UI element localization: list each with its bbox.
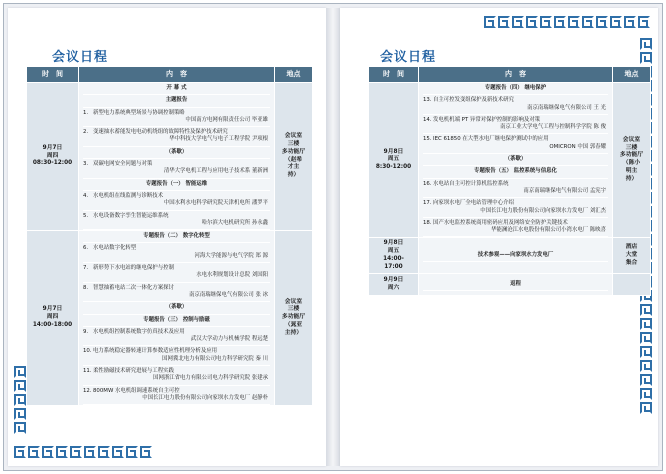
- item-number: 3.: [83, 161, 89, 168]
- item-topic: 水电机组在线监测与诊断技术: [93, 192, 164, 199]
- agenda-item: [83, 159, 270, 179]
- page-title: 会议日程: [52, 50, 109, 65]
- agenda-heading: 专题报告（三） 控制与励磁: [83, 315, 270, 327]
- agenda-item: [83, 283, 270, 303]
- place-line: 酒店: [625, 244, 638, 251]
- item-topic: 新形势下水电站的继电保护与控制: [93, 265, 174, 272]
- item-topic: 水电站自主可控计算机监控系统: [433, 180, 509, 187]
- session-time: [369, 238, 419, 274]
- item-speaker: 中国长江电力股份有限公司向家坝水力发电厂 赵静朴: [142, 394, 268, 401]
- agenda-heading: 专题报告（一） 智能运维: [83, 179, 270, 191]
- agenda-item: [423, 134, 608, 154]
- time-line: 周五: [387, 248, 400, 255]
- agenda-item: [83, 327, 270, 347]
- agenda-heading: 主题报告: [83, 95, 270, 107]
- item-speaker: 中国水利水电科学研究院天津机电所 潘罗平: [163, 200, 268, 207]
- agenda-item: [83, 108, 270, 128]
- item-number: 11.: [83, 368, 92, 375]
- item-speaker: 南京南瑞继保电气有限公司 张 冰: [189, 291, 268, 298]
- session-content: [419, 83, 613, 238]
- item-number: 10.: [83, 348, 92, 355]
- item-number: 17.: [423, 200, 432, 207]
- item-topic: 双碳电网安全问题与对策: [93, 161, 153, 168]
- page-title: 会议日程: [380, 50, 437, 65]
- item-number: 4.: [83, 192, 89, 199]
- session-content: [79, 83, 275, 231]
- item-number: 1.: [83, 109, 89, 116]
- place-line: 持）: [625, 175, 638, 182]
- item-number: 6.: [83, 245, 89, 252]
- item-topic: 水电站数字化转型: [93, 245, 137, 252]
- time-line: 9月7日: [42, 306, 63, 313]
- session-time: [369, 274, 419, 296]
- session-content: [419, 274, 613, 296]
- item-topic: 智慧抽蓄电站二次一体化方案探讨: [93, 284, 174, 291]
- agenda-item: [83, 127, 270, 147]
- item-speaker: 哈尔滨大电机研究所 孙永鑫: [201, 219, 268, 226]
- item-number: 16.: [423, 180, 432, 187]
- session-place: [613, 274, 651, 296]
- agenda-heading: 专题报告（四） 继电保护: [423, 83, 608, 95]
- place-line: 会议室: [622, 136, 641, 143]
- item-topic: 电力系统稳定器转速计算参数适应性机理分析及应用: [93, 348, 217, 355]
- session-place: [275, 231, 313, 406]
- item-number: 12.: [83, 387, 92, 394]
- item-speaker: 武汉大学动力与机械学院 程远楚: [190, 336, 268, 343]
- item-topic: 发电机机端 PT 异常对保护控制的影响及对策: [433, 116, 541, 123]
- agenda-item: [423, 115, 608, 135]
- place-line: 会议室: [284, 133, 303, 140]
- agenda-item: [423, 95, 608, 115]
- place-line: （晁亚: [284, 322, 303, 329]
- fret-border-decoration: [14, 446, 154, 458]
- item-speaker: 清华大学电机工程与应用电子技术系 董新洲: [163, 168, 268, 175]
- item-number: 5.: [83, 212, 89, 219]
- left-page: [8, 8, 326, 466]
- item-number: 2.: [83, 129, 89, 136]
- agenda-item: [423, 198, 608, 218]
- item-topic: 国产水电监控系统商用密码应用及网络安全防护关键技术: [433, 219, 568, 226]
- fret-border-decoration: [14, 366, 26, 436]
- item-number: 8.: [83, 284, 89, 291]
- session-row: [369, 83, 651, 238]
- agenda-item: [423, 218, 608, 238]
- column-header-content: 内 容: [79, 67, 275, 83]
- item-number: 9.: [83, 328, 89, 335]
- book-spine: [326, 8, 340, 466]
- agenda-item: [83, 191, 270, 211]
- session-place: [613, 238, 651, 274]
- session-time: [27, 83, 79, 231]
- session-place: [613, 83, 651, 238]
- agenda-heading: 专题报告（五） 监控系统与信息化: [423, 166, 608, 178]
- time-line: 17:00: [384, 263, 403, 270]
- item-speaker: 国网浙江省电力有限公司电力科学研究院 张建承: [153, 375, 268, 382]
- item-topic: 水电设备数字孪生智能运维系统: [93, 212, 169, 219]
- session-row: [27, 231, 313, 406]
- agenda-heading: （茶歇）: [83, 302, 270, 314]
- session-place: [275, 83, 313, 231]
- item-topic: 变速抽水蓄能发电电动机绕组的故障特性及保护技术研究: [93, 129, 228, 136]
- agenda-item: [423, 179, 608, 199]
- session-row: [369, 274, 651, 296]
- item-topic: 新型电力系统典型场景与协调控制策略: [93, 109, 185, 116]
- agenda-item: [83, 346, 270, 366]
- item-topic: IEC 61850 在大型水电厂继电保护测试中的应用: [433, 136, 549, 143]
- schedule-table: [368, 66, 651, 296]
- place-line: 持）: [287, 172, 300, 179]
- session-time: [27, 231, 79, 406]
- time-line: 14:00-18:00: [32, 322, 73, 329]
- item-speaker: OMICRON 中国 郭春耀: [549, 143, 606, 150]
- item-number: 13.: [423, 97, 432, 104]
- agenda-item: [83, 366, 270, 386]
- agenda-item: [83, 243, 270, 263]
- column-header-time: 时 间: [27, 67, 79, 83]
- right-page: [340, 8, 658, 466]
- column-header-content: 内 容: [419, 67, 613, 83]
- item-speaker: 南京南瑞继保电气有限公司 王 光: [527, 104, 606, 111]
- fret-border-decoration: [484, 16, 652, 28]
- time-line: 周四: [46, 314, 59, 321]
- item-speaker: 国网冀北电力有限公司电力科学研究院 秦 川: [162, 355, 268, 362]
- item-number: 14.: [423, 116, 432, 123]
- session-content: [79, 231, 275, 406]
- place-line: 才主: [287, 164, 300, 171]
- time-line: 8:30-12:00: [375, 164, 412, 171]
- time-line: 周五: [387, 156, 400, 163]
- time-line: 9月7日: [42, 144, 63, 151]
- item-topic: 800MW 水电机组调速系统自主可控: [93, 387, 180, 394]
- place-line: 多功能厅: [619, 152, 644, 159]
- item-speaker: 河海大学能源与电气学院 郑 源: [194, 252, 268, 259]
- agenda-heading: 开 幕 式: [83, 83, 270, 95]
- place-line: 三楼: [625, 144, 638, 151]
- agenda-item: [83, 263, 270, 283]
- place-line: 多功能厅: [281, 148, 306, 155]
- item-topic: 向家坝水电厂全电站管理中心介绍: [433, 200, 514, 207]
- item-topic: 自主可控发变组保护及新技术研究: [433, 97, 514, 104]
- item-number: 18.: [423, 219, 432, 226]
- item-speaker: 中国长江电力股份有限公司向家坝水力发电厂 刘汇杰: [480, 207, 606, 214]
- place-line: 主持）: [284, 329, 303, 336]
- item-speaker: 水电水利规划设计总院 刘国阳: [196, 272, 268, 279]
- session-row: [369, 238, 651, 274]
- column-header-place: 地点: [613, 67, 651, 83]
- time-line: 14:00-: [383, 255, 404, 262]
- time-line: 周四: [46, 152, 59, 159]
- item-topic: 水电机组控制系统数字仿真技术及应用: [93, 328, 185, 335]
- item-speaker: 中国南方电网有限责任公司 毕亚雄: [185, 116, 268, 123]
- agenda-item: [83, 211, 270, 231]
- time-line: 08:30-12:00: [32, 160, 73, 167]
- place-line: 大堂: [625, 252, 638, 259]
- place-line: （赵希: [284, 156, 303, 163]
- item-speaker: 华能澜沧江水电股份有限公司小湾水电厂 陈映喜: [491, 227, 606, 234]
- item-speaker: 华中科技大学电气与电子工程学院 尹项根: [169, 136, 268, 143]
- agenda-item: [83, 386, 270, 406]
- time-line: 9月9日: [383, 277, 404, 284]
- place-line: 三楼: [287, 140, 300, 147]
- item-number: 7.: [83, 265, 89, 272]
- column-header-place: 地点: [275, 67, 313, 83]
- item-speaker: 南京南瑞继保电气有限公司 孟宪宇: [523, 187, 606, 194]
- time-line: 9月8日: [383, 240, 404, 247]
- place-line: （陈小: [622, 160, 641, 167]
- column-header-time: 时 间: [369, 67, 419, 83]
- session-content: [419, 238, 613, 274]
- session-row: [27, 83, 313, 231]
- agenda-heading: （茶歇）: [423, 154, 608, 166]
- agenda-heading: 返程: [423, 279, 608, 291]
- time-line: 9月8日: [383, 148, 404, 155]
- place-line: 多功能厅: [281, 314, 306, 321]
- time-line: 周六: [387, 284, 400, 291]
- place-line: 三楼: [287, 306, 300, 313]
- place-line: 集合: [625, 259, 638, 266]
- agenda-heading: 专题报告（二） 数字化转型: [83, 231, 270, 243]
- place-line: 明主: [625, 168, 638, 175]
- agenda-heading: 技术参观——向家坝水力发电厂: [423, 250, 608, 262]
- item-speaker: 南京工业大学电气工程与控制科学学院 陈 俊: [500, 124, 606, 131]
- session-time: [369, 83, 419, 238]
- schedule-table: [26, 66, 313, 406]
- item-number: 15.: [423, 136, 432, 143]
- agenda-heading: （茶歇）: [83, 147, 270, 159]
- place-line: 会议室: [284, 298, 303, 305]
- item-topic: 柔性励磁技术研究进展与工程实践: [93, 368, 174, 375]
